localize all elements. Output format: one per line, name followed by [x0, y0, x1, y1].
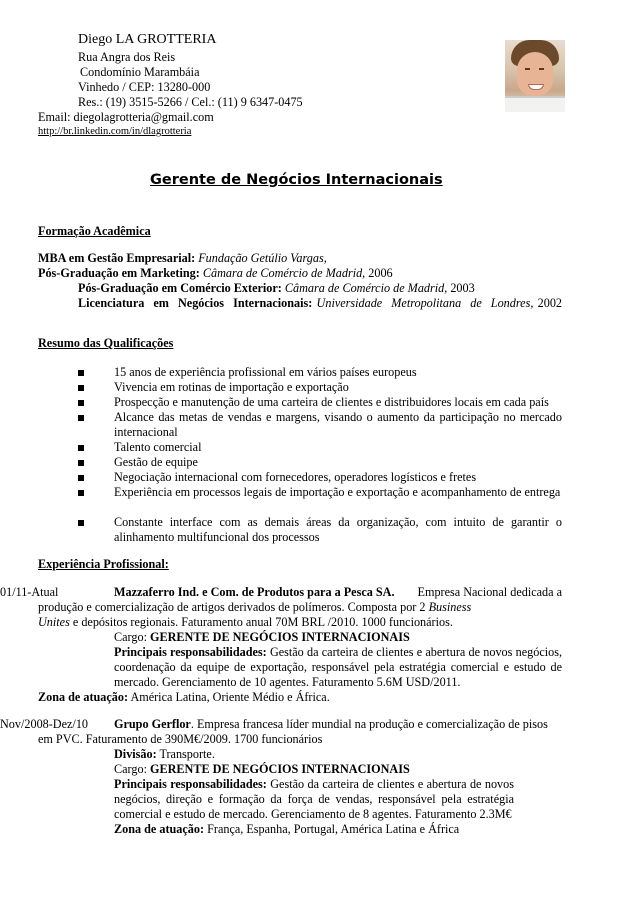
job-period: Nov/2008-Dez/10	[0, 717, 89, 731]
bullet-icon	[78, 520, 84, 526]
profile-photo	[505, 40, 565, 112]
education-item: Licenciatura em Negócios Internacionais: Universidade Metropolitana de Londres, 2002	[78, 296, 562, 310]
qualification-item: Gestão de equipe	[114, 455, 198, 469]
education-item: Pós-Graduação em Marketing: Câmara de Comércio de Madrid, 2006	[38, 266, 393, 280]
address-line-3: Vinhedo / CEP: 13280-000	[78, 80, 211, 94]
job-zone: Zona de atuação: França, Espanha, Portugal, América Latina e África	[114, 822, 460, 836]
email: Email: diegolagrotteria@gmail.com	[38, 110, 214, 124]
job-company: Grupo Gerflor	[114, 717, 191, 731]
qualification-item: Prospecção e manutenção de uma carteira de clientes e distribuidores locais em cada país	[114, 395, 549, 409]
bullet-icon	[78, 475, 84, 481]
bullet-icon	[78, 370, 84, 376]
bullet-icon	[78, 460, 84, 466]
job-responsibilities: Principais responsabilidades: Gestão da carteira de clientes e abertura de novos negócios, direção e formação da força de vendas, responsável pela estratégia comercial e estudo de mercado. Gerenciamento de 8 agentes. Faturamento 2.3M€	[114, 777, 514, 821]
job-responsibilities: Principais responsabilidades: Gestão da carteira de clientes e abertura de novos negócios, coordenação da equipe de exportação, responsável pela estratégia comercial e estudo de mercado. Gerenciamento de 10 agentes. Faturamento 5.6M USD/2011.	[114, 645, 563, 689]
education-heading: Formação Acadêmica	[38, 224, 151, 238]
job-role: Cargo: GERENTE DE NEGÓCIOS INTERNACIONAIS	[114, 762, 410, 776]
bullet-icon	[78, 385, 84, 391]
page-title: Gerente de Negócios Internacionais	[150, 172, 443, 188]
job-company-line: Mazzaferro Ind. e Com. de Produtos para a Pesca SA. Empresa Nacional dedicada a	[114, 585, 562, 599]
qualification-item: Talento comercial	[114, 440, 202, 454]
address-line-1: Rua Angra dos Reis	[78, 50, 176, 64]
bullet-icon	[78, 445, 84, 451]
job-description: produção e comercialização de artigos derivados de polímeros. Composta por 2 Business	[38, 600, 472, 614]
qualification-item: Negociação internacional com fornecedores, operadores logísticos e fretes	[114, 470, 477, 484]
experience-heading: Experiência Profissional:	[38, 557, 169, 571]
candidate-name: Diego LA GROTTERIA	[78, 32, 217, 47]
education-item: Pós-Graduação em Comércio Exterior: Câmara de Comércio de Madrid, 2003	[78, 281, 475, 295]
job-period: 01/11-Atual	[0, 585, 59, 599]
job-zone: Zona de atuação: América Latina, Oriente Médio e África.	[38, 690, 330, 704]
job-company: Mazzaferro Ind. e Com. de Produtos para a Pesca SA.	[114, 585, 395, 599]
job-company-line: Grupo Gerflor. Empresa francesa líder mundial na produção e comercialização de pisos	[114, 717, 548, 731]
address-line-2: Condomínio Marambáia	[80, 65, 200, 79]
qualification-item: 15 anos de experiência profissional em vários países europeus	[114, 365, 417, 379]
bullet-icon	[78, 400, 84, 406]
qualifications-heading: Resumo das Qualificações	[38, 336, 174, 350]
job-description: Unites e depósitos regionais. Faturamento anual 70M BRL /2010. 1000 funcionários.	[38, 615, 453, 629]
job-description: em PVC. Faturamento de 390M€/2009. 1700 funcionários	[38, 732, 323, 746]
bullet-icon	[78, 415, 84, 421]
qualification-item: Alcance das metas de vendas e margens, visando o aumento da participação no mercado internacional	[114, 410, 562, 439]
phone-numbers: Res.: (19) 3515-5266 / Cel.: (11) 9 6347-0475	[78, 95, 303, 109]
bullet-icon	[78, 490, 84, 496]
job-role: Cargo: GERENTE DE NEGÓCIOS INTERNACIONAIS	[114, 630, 410, 644]
job-division: Divisão: Transporte.	[114, 747, 215, 761]
education-item: MBA em Gestão Empresarial: Fundação Getúlio Vargas,	[38, 251, 327, 265]
qualification-item: Experiência em processos legais de importação e exportação e acompanhamento de entrega	[114, 485, 561, 499]
qualification-item: Vivencia em rotinas de importação e exportação	[114, 380, 349, 394]
qualification-item: Constante interface com as demais áreas da organização, com intuito de garantir o alinhamento multifuncional dos processos	[114, 515, 562, 544]
linkedin-link[interactable]: http://br.linkedin.com/in/dlagrotteria	[38, 126, 192, 137]
